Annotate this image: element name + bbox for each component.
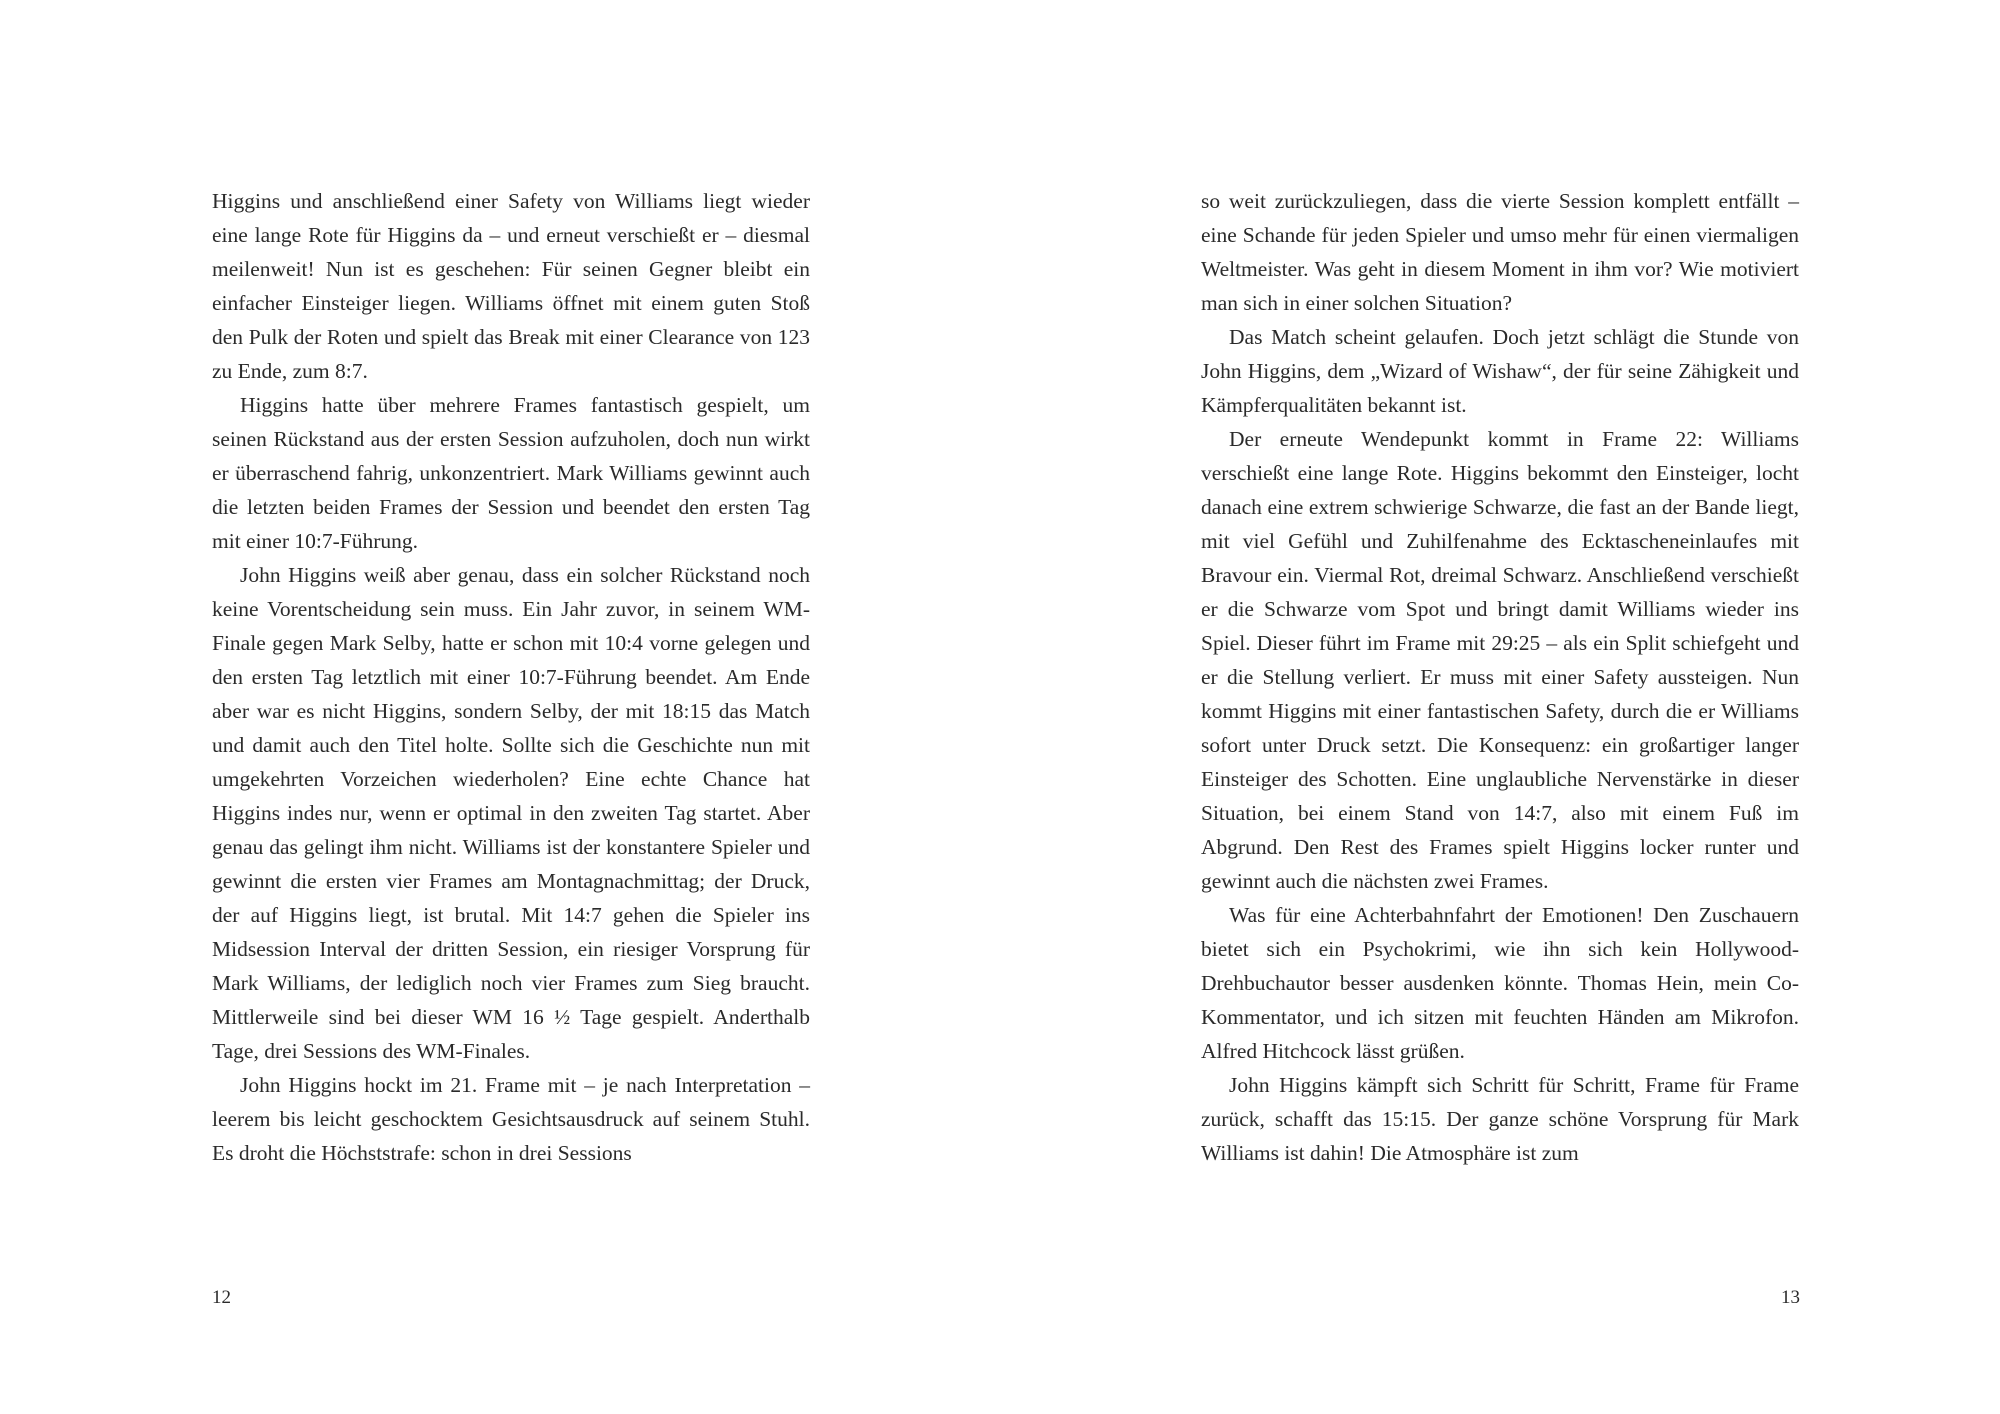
- right-page: [1000, 0, 2000, 1414]
- paragraph: Der erneute Wendepunkt kommt in Frame 22: Williams verschießt eine lange Rote. Higgins bekommt den Einsteiger, locht danach eine extrem schwierige Schwarze, die fast an der Bande liegt, mit viel Gefühl und Zuhilfenahme des Ecktascheneinlaufes mit Bravour ein. Viermal Rot, dreimal Schwarz. Anschließend verschießt er die Schwarze vom Spot und bringt damit Williams wieder ins Spiel. Dieser führt im Frame mit 29:25 – als ein Split schiefgeht und er die Stellung verliert. Er muss mit einer Safety aussteigen. Nun kommt Higgins mit einer fantastischen Safety, durch die er Williams sofort unter Druck setzt. Die Konsequenz: ein großartiger langer Einsteiger des Schotten. Eine unglaubliche Nervenstärke in dieser Situation, bei einem Stand von 14:7, also mit einem Fuß im Abgrund. Den Rest des Frames spielt Higgins locker runter und gewinnt auch die nächsten zwei Frames.: [1201, 427, 1799, 893]
- right-page-text: [1201, 184, 1799, 1170]
- paragraph: Higgins und anschließend einer Safety von Williams liegt wieder eine lange Rote für Higgins da – und erneut verschießt er – diesmal meilenweit! Nun ist es geschehen: Für seinen Gegner bleibt ein einfacher Einsteiger liegen. Williams öffnet mit einem guten Stoß den Pulk der Roten und spielt das Break mit einer Clearance von 123 zu Ende, zum 8:7.: [212, 189, 810, 383]
- page-number: 12: [212, 1287, 231, 1308]
- paragraph: so weit zurückzuliegen, dass die vierte Session komplett entfällt – eine Schande für jeden Spieler und umso mehr für einen viermaligen Weltmeister. Was geht in diesem Moment in ihm vor? Wie motiviert man sich in einer solchen Situation?: [1201, 189, 1799, 315]
- page-number: 13: [1781, 1287, 1800, 1308]
- paragraph: John Higgins kämpft sich Schritt für Schritt, Frame für Frame zurück, schafft das 15:15. Der ganze schöne Vorsprung für Mark Williams ist dahin! Die Atmosphäre ist zum: [1201, 1073, 1799, 1165]
- left-page-text: [212, 184, 810, 1170]
- paragraph: John Higgins weiß aber genau, dass ein solcher Rückstand noch keine Vorentscheidung sein muss. Ein Jahr zuvor, in seinem WM-Finale gegen Mark Selby, hatte er schon mit 10:4 vorne gelegen und den ersten Tag letztlich mit einer 10:7-Führung beendet. Am Ende aber war es nicht Higgins, sondern Selby, der mit 18:15 das Match und damit auch den Titel holte. Sollte sich die Geschichte nun mit umgekehrten Vorzeichen wiederholen? Eine echte Chance hat Higgins indes nur, wenn er optimal in den zweiten Tag startet. Aber genau das gelingt ihm nicht. Williams ist der konstantere Spieler und gewinnt die ersten vier Frames am Montagnachmittag; der Druck, der auf Higgins liegt, ist brutal. Mit 14:7 gehen die Spieler ins Midsession Interval der dritten Session, ein riesiger Vorsprung für Mark Williams, der lediglich noch vier Frames zum Sieg braucht. Mittlerweile sind bei dieser WM 16 ½ Tage gespielt. Anderthalb Tage, drei Sessions des WM-Finales.: [212, 563, 810, 1063]
- paragraph: Was für eine Achterbahnfahrt der Emotionen! Den Zuschauern bietet sich ein Psychokrimi, wie ihn sich kein Hollywood-Drehbuchautor besser ausdenken könnte. Thomas Hein, mein Co-Kommentator, und ich sitzen mit feuchten Händen am Mikrofon. Alfred Hitchcock lässt grüßen.: [1201, 903, 1799, 1063]
- paragraph: John Higgins hockt im 21. Frame mit – je nach Interpretation – leerem bis leicht geschocktem Gesichtsausdruck auf seinem Stuhl. Es droht die Höchststrafe: schon in drei Sessions: [212, 1073, 810, 1165]
- paragraph: Das Match scheint gelaufen. Doch jetzt schlägt die Stunde von John Higgins, dem „Wizard of Wishaw“, der für seine Zähigkeit und Kämpferqualitäten bekannt ist.: [1201, 325, 1799, 417]
- paragraph: Higgins hatte über mehrere Frames fantastisch gespielt, um seinen Rückstand aus der ersten Session aufzuholen, doch nun wirkt er überraschend fahrig, unkonzentriert. Mark Williams gewinnt auch die letzten beiden Frames der Session und beendet den ersten Tag mit einer 10:7-Führung.: [212, 393, 810, 553]
